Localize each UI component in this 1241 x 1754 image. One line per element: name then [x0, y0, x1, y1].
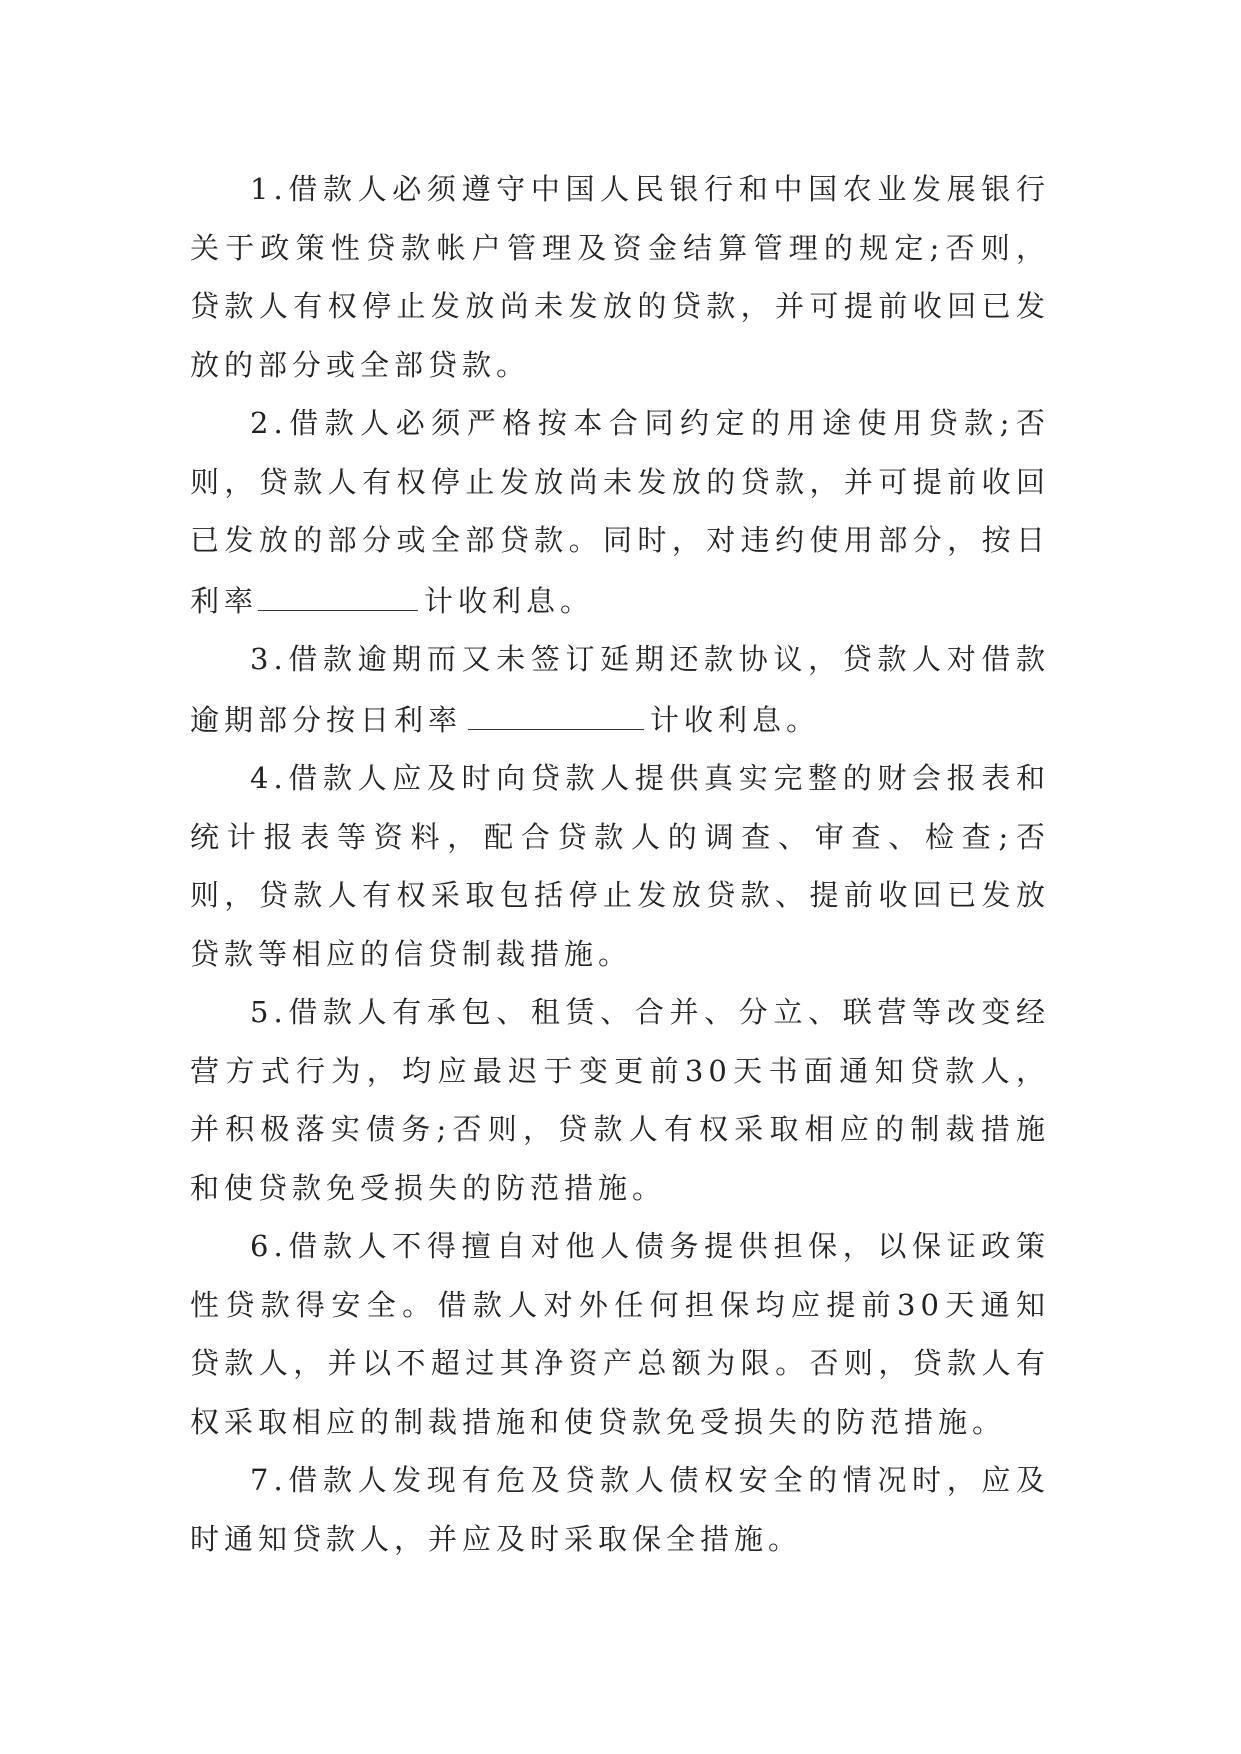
clause-2-daily-rate-blank	[258, 570, 418, 611]
clause-5	[190, 983, 1050, 1217]
clause-3	[190, 630, 1050, 749]
clause-3-daily-rate-blank	[468, 689, 644, 730]
contract-clauses	[190, 160, 1050, 1568]
clause-3-text-after: 计收利息。	[650, 702, 821, 737]
clause-2	[190, 394, 1050, 630]
clause-6-text: 6.借款人不得擅自对他人债务提供担保，以保证政策性贷款得安全。借款人对外任何担保均应提前30天通知贷款人，并以不超过其净资产总额为限。否则，贷款人有权采取相应的制裁措施和使贷款免受损失的防范措施。	[190, 1229, 1050, 1439]
clause-1	[190, 160, 1050, 394]
clause-2-text-after: 计收利息。	[424, 583, 595, 618]
clause-4-text: 4.借款人应及时向贷款人提供真实完整的财会报表和统计报表等资料，配合贷款人的调查、审查、检查;否则，贷款人有权采取包括停止发放贷款、提前收回已发放贷款等相应的信贷制裁措施。	[190, 761, 1050, 971]
clause-6	[190, 1217, 1050, 1451]
clause-7	[190, 1451, 1050, 1568]
clause-1-text: 1.借款人必须遵守中国人民银行和中国农业发展银行关于政策性贷款帐户管理及资金结算管理的规定;否则，贷款人有权停止发放尚未发放的贷款，并可提前收回已发放的部分或全部贷款。	[190, 172, 1050, 382]
clause-4	[190, 749, 1050, 983]
clause-5-text: 5.借款人有承包、租赁、合并、分立、联营等改变经营方式行为，均应最迟于变更前30天书面通知贷款人，并积极落实债务;否则，贷款人有权采取相应的制裁措施和使贷款免受损失的防范措施。	[190, 995, 1050, 1205]
clause-2-text-before: 2.借款人必须严格按本合同约定的用途使用贷款;否则，贷款人有权停止发放尚未发放的贷款，并可提前收回已发放的部分或全部贷款。同时，对违约使用部分，按日利率	[190, 406, 1050, 618]
clause-3-text-before: 3.借款逾期而又未签订延期还款协议，贷款人对借款逾期部分按日利率	[190, 642, 1050, 737]
clause-7-text: 7.借款人发现有危及贷款人债权安全的情况时，应及时通知贷款人，并应及时采取保全措施。	[190, 1463, 1050, 1556]
